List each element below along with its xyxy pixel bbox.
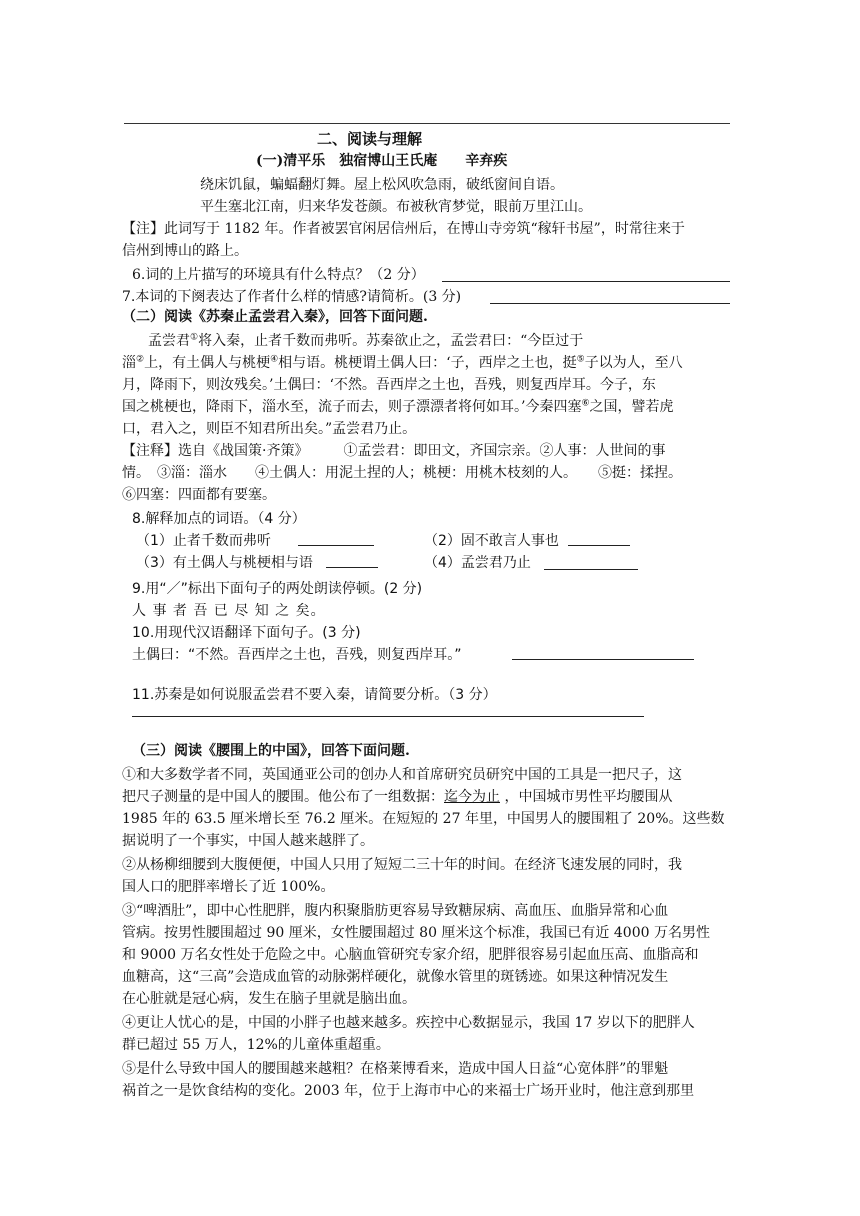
modern-p5-line-2: 祸首之一是饮食结构的变化。2003 年，位于上海市中心的来福士广场开业时，他注意到那里 — [122, 1083, 695, 1099]
classical-para-line-2 — [122, 352, 683, 374]
p2-b: 上，有土偶人与桃梗 — [144, 355, 271, 371]
footnote-mark-4: ④ — [270, 354, 279, 365]
q9-sentence[interactable]: 人 事 者 吾 已 尽 知 之 矣。 — [132, 603, 326, 619]
modern-p1-line-3: 1985 年的 63.5 厘米增长至 76.2 厘米。在短短的 27 年里，中国男人的腰围粗了 20%。这些数 — [122, 811, 725, 827]
classical-note-line-1: 【注释】选自《战国策·齐策》 ①孟尝君：即田文，齐国宗亲。②人事：人世间的事 — [122, 443, 666, 459]
modern-heading: （三）阅读《腰围上的中国》，回答下面问题. — [132, 743, 410, 759]
footnote-mark-1: ① — [190, 332, 199, 343]
question-11: 11.苏秦是如何说服孟尝君不要入秦，请简要分析。（3 分） — [132, 687, 497, 703]
p4-b: 之国，譬若虎 — [589, 399, 674, 415]
classical-para-line-1 — [148, 330, 583, 352]
p2-c: 相与语。桃梗谓土偶人曰：‘子，西岸之土也，挺 — [278, 355, 577, 371]
q6-answer-line[interactable] — [442, 281, 730, 282]
question-9: 9.用“／”标出下面句子的两处朗读停顿。(2 分) — [132, 581, 423, 597]
poem-note-line-1: 【注】此词写于 1182 年。作者被罢官闲居信州后，在博山寺旁筑“稼轩书屋”，时常往来于 — [122, 221, 685, 237]
underlined-phrase: 迄今为止 — [444, 789, 500, 805]
footnote-mark-6: ⑥ — [581, 398, 590, 409]
modern-p2-line-1: ②从杨柳细腰到大腹便便，中国人只用了短短二三十年的时间。在经济飞速发展的同时，我 — [122, 857, 682, 873]
classical-note-line-3: ⑥四塞：四面都有要塞。 — [122, 487, 276, 503]
question-7: 7.本词的下阕表达了作者什么样的情感?请简析。(3 分) — [122, 289, 462, 305]
q8-2-answer-line[interactable] — [568, 545, 630, 546]
q8-item-1: （1）止者千数而弗听 — [136, 533, 271, 549]
question-10: 10.用现代汉语翻译下面句子。(3 分) — [132, 625, 361, 641]
p1-a: 孟尝君 — [148, 333, 190, 349]
classical-heading: （二）阅读《苏秦止孟尝君入秦》，回答下面问题. — [122, 309, 428, 325]
header-rule — [124, 123, 730, 124]
modern-p1-line-2 — [122, 786, 672, 808]
modern-p2-line-2: 国人口的肥胖率增长了近 100%。 — [122, 879, 335, 895]
question-8: 8.解释加点的词语。（4 分） — [132, 511, 306, 527]
footnote-mark-2: ② — [136, 354, 145, 365]
classical-para-line-3: 月，降雨下，则汝残矣。’土偶曰：‘不然。吾西岸之土也，吾残，则复西岸耳。今子，东 — [122, 377, 656, 393]
poem-line-1: 绕床饥鼠，蝙蝠翻灯舞。屋上松风吹急雨，破纸窗间自语。 — [200, 177, 564, 193]
modern-p3-line-1: ③“啤酒肚”，即中心性肥胖，腹内积聚脂肪更容易导致糖尿病、高血压、血脂异常和心血 — [122, 903, 669, 919]
q8-item-4: （4）孟尝君乃止 — [424, 555, 531, 571]
modern-p3-line-2: 管病。按男性腰围超过 90 厘米，女性腰围超过 80 厘米这个标准，我国已有近 4000 万名男性 — [122, 925, 710, 941]
question-6: 6.词的上片描写的环境具有什么特点？（2 分） — [132, 267, 425, 283]
poem-heading: (一)清平乐 独宿博山王氏庵 辛弃疾 — [256, 153, 508, 169]
modern-p5-line-1: ⑤是什么导致中国人的腰围越来越粗？在格莱博看来，造成中国人日益“心宽体胖”的罪魁 — [122, 1061, 669, 1077]
classical-note-line-2: 情。 ③淄：淄水 ④土偶人：用泥土捏的人；桃梗：用桃木枝刻的人。 ⑤挺：揉捏。 — [122, 465, 682, 481]
modern-p3-line-5: 在心脏就是冠心病，发生在脑子里就是脑出血。 — [122, 991, 416, 1007]
q10-answer-line[interactable] — [512, 659, 694, 660]
q11-answer-line[interactable] — [132, 716, 644, 717]
p2-a: 淄 — [122, 355, 136, 371]
modern-p3-line-4: 血糖高，这“三高”会造成血管的动脉粥样硬化，就像水管里的斑锈迹。如果这种情况发生 — [122, 969, 669, 985]
p1-l2-a: 把尺子测量的是中国人的腰围。他公布了一组数据： — [122, 789, 444, 805]
p2-d: 子以为人，至八 — [584, 355, 683, 371]
q8-4-answer-line[interactable] — [544, 569, 638, 570]
q10-sentence: 土偶曰：“不然。吾西岸之土也，吾残，则复西岸耳。” — [132, 647, 462, 663]
p1-b: 将入秦，止者千数而弗听。苏秦欲止之，孟尝君曰：“今臣过于 — [198, 333, 584, 349]
classical-para-line-5: 口，君入之，则臣不知君所出矣。”孟尝君乃止。 — [122, 421, 417, 437]
p1-l2-b: ，中国城市男性平均腰围从 — [500, 789, 673, 805]
modern-p4-line-2: 群已超过 55 万人，12%的儿童体重超重。 — [122, 1037, 390, 1053]
footnote-mark-5: ⑤ — [576, 354, 585, 365]
q8-item-2: （2）固不敢言人事也 — [424, 533, 559, 549]
q8-item-3: （3）有土偶人与桃梗相与语 — [136, 555, 313, 571]
modern-p1-line-4: 据说明了一个事实，中国人越来越胖了。 — [122, 833, 374, 849]
modern-p4-line-1: ④更让人忧心的是，中国的小胖子也越来越多。疾控中心数据显示，我国 17 岁以下的肥胖人 — [122, 1015, 695, 1031]
classical-para-line-4 — [122, 396, 674, 418]
q8-3-answer-line[interactable] — [326, 567, 378, 568]
modern-p3-line-3: 和 9000 万名女性处于危险之中。心脑血管研究专家介绍，肥胖很容易引起血压高、血脂高和 — [122, 947, 699, 963]
q7-answer-line[interactable] — [490, 303, 730, 304]
poem-note-line-2: 信州到博山的路上。 — [122, 243, 248, 259]
p4-a: 国之桃梗也，降雨下，淄水至，流子而去，则子漂漂者将何如耳。’今秦四塞 — [122, 399, 582, 415]
poem-line-2: 平生塞北江南，归来华发苍颜。布被秋宵梦觉，眼前万里江山。 — [200, 199, 592, 215]
q8-1-answer-line[interactable] — [298, 545, 374, 546]
section-title: 二、阅读与理解 — [317, 130, 423, 148]
modern-p1-line-1: ①和大多数学者不同，英国通亚公司的创办人和首席研究员研究中国的工具是一把尺子，这 — [122, 767, 682, 783]
